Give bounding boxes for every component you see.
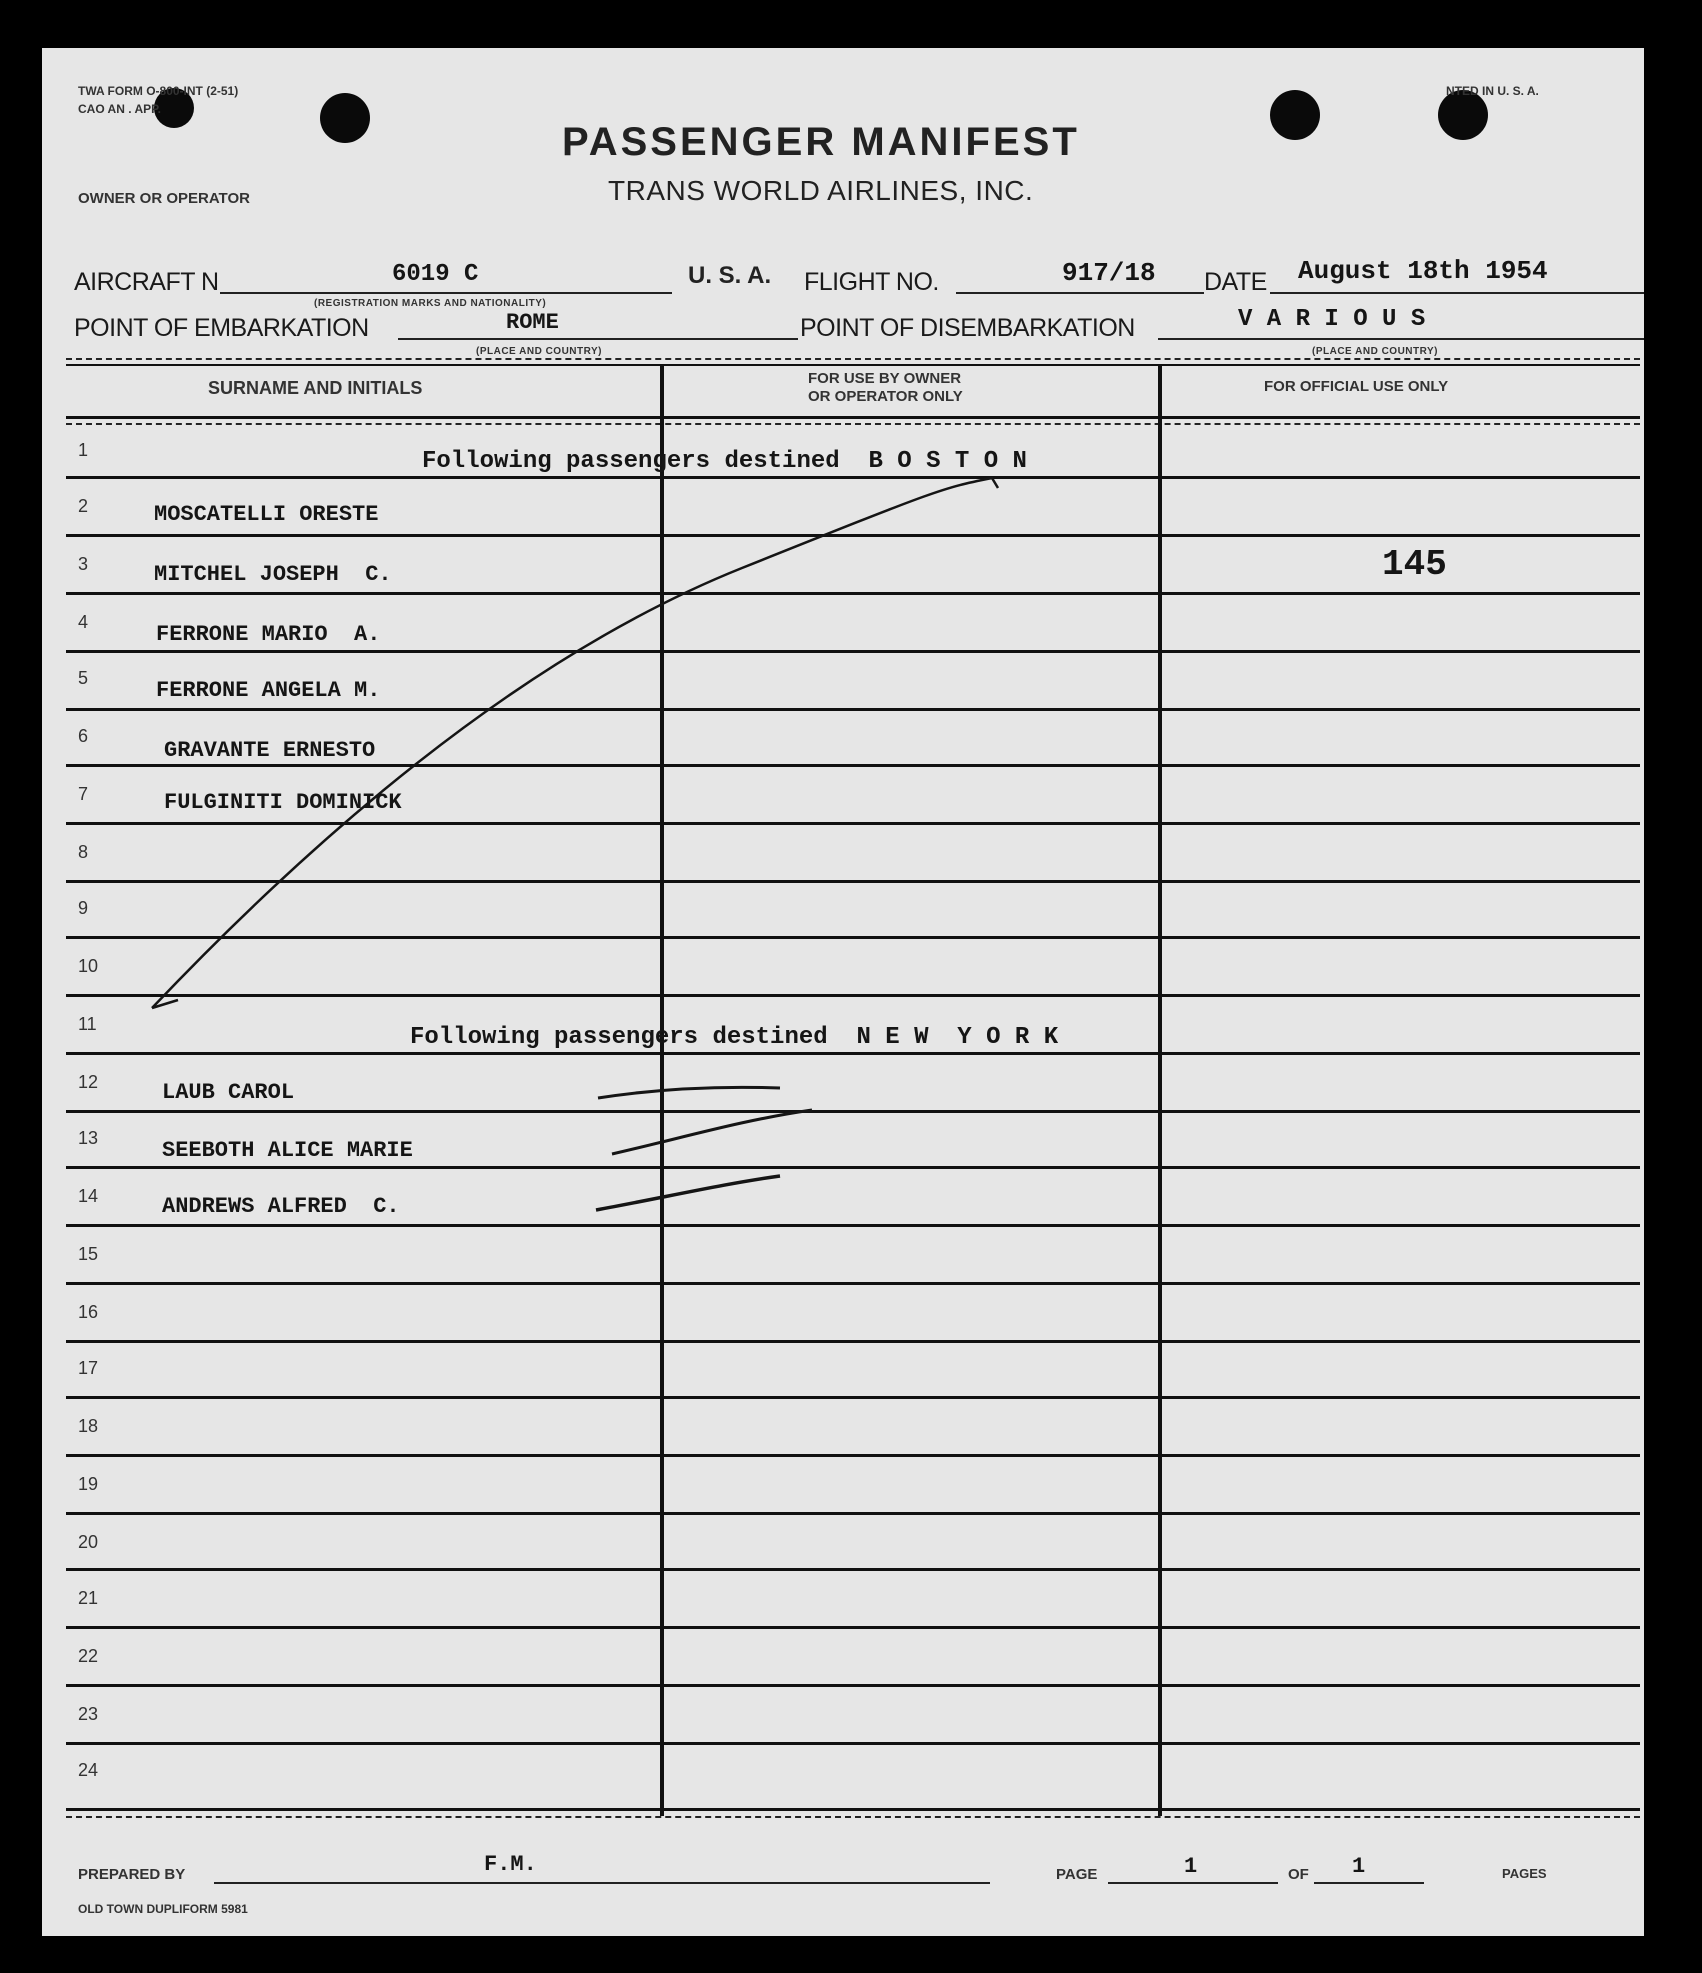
- manifest-paper: [42, 48, 1644, 1936]
- handwritten-marks: [42, 48, 1644, 1936]
- passenger-name: SEEBOTH ALICE MARIE: [162, 1138, 413, 1163]
- row-number: 6: [78, 726, 89, 746]
- of-underline: [1314, 1860, 1424, 1884]
- row-number: 10: [78, 956, 99, 976]
- row-number: 2: [78, 496, 89, 516]
- of-label: OF: [1288, 1866, 1309, 1883]
- page-label: PAGE: [1056, 1866, 1098, 1883]
- official-note: 145: [1382, 544, 1447, 585]
- passenger-name: FERRONE MARIO A.: [156, 622, 381, 647]
- row-number: 23: [78, 1704, 99, 1724]
- aircraft-label: AIRCRAFT N: [74, 268, 219, 296]
- row-number: 20: [78, 1532, 99, 1552]
- embarkation-caption: (PLACE AND COUNTRY): [476, 346, 602, 357]
- disembarkation-label: POINT OF DISEMBARKATION: [800, 314, 1135, 342]
- row-number: 1: [78, 440, 89, 460]
- passenger-name: MOSCATELLI ORESTE: [154, 502, 379, 527]
- of-value: 1: [1352, 1854, 1366, 1879]
- form-id-line1: TWA FORM O-800-INT (2-51): [78, 84, 239, 98]
- date-label: DATE: [1204, 268, 1267, 296]
- row-number: 15: [78, 1244, 99, 1264]
- pages-label: PAGES: [1502, 1866, 1547, 1881]
- column-header-owner-use-1: FOR USE BY OWNER: [808, 370, 962, 387]
- destination-heading-boston: Following passengers destined B O S T O N: [422, 448, 1027, 475]
- row-number: 7: [78, 784, 89, 804]
- row-number: 19: [78, 1474, 99, 1494]
- prepared-by-label: PREPARED BY: [78, 1866, 186, 1883]
- form-id-line2: CAO AN . APP.: [78, 102, 161, 116]
- embarkation-value: ROME: [506, 310, 559, 335]
- embarkation-label: POINT OF EMBARKATION: [74, 314, 369, 342]
- page-title: PASSENGER MANIFEST: [562, 120, 1080, 164]
- passenger-name: ANDREWS ALFRED C.: [162, 1194, 400, 1219]
- flight-label: FLIGHT NO.: [804, 268, 939, 296]
- row-number: 11: [78, 1014, 97, 1034]
- passenger-name: LAUB CAROL: [162, 1080, 295, 1105]
- row-number: 22: [78, 1646, 99, 1666]
- column-header-surname: SURNAME AND INITIALS: [208, 378, 423, 398]
- printer-imprint: OLD TOWN DUPLIFORM 5981: [78, 1902, 248, 1916]
- date-value: August 18th 1954: [1298, 256, 1548, 286]
- row-number: 12: [78, 1072, 99, 1092]
- column-header-owner-use-2: OR OPERATOR ONLY: [808, 388, 963, 405]
- disembarkation-caption: (PLACE AND COUNTRY): [1312, 346, 1438, 357]
- printed-in-usa: NTED IN U. S. A.: [1446, 84, 1539, 98]
- destination-heading-new-york: Following passengers destined N E W Y O R K: [410, 1024, 1059, 1051]
- row-number: 13: [78, 1128, 99, 1148]
- registration-caption: (REGISTRATION MARKS AND NATIONALITY): [314, 298, 547, 309]
- passenger-name: GRAVANTE ERNESTO: [164, 738, 376, 763]
- owner-label: OWNER OR OPERATOR: [78, 190, 250, 207]
- row-number: 8: [78, 842, 89, 862]
- column-header-official: FOR OFFICIAL USE ONLY: [1264, 378, 1449, 395]
- row-number: 21: [78, 1588, 99, 1608]
- usa-label: U. S. A.: [688, 262, 772, 289]
- row-number: 24: [78, 1760, 99, 1780]
- row-number: 9: [78, 898, 89, 918]
- prepared-by-underline: [214, 1860, 990, 1884]
- aircraft-value: 6019 C: [392, 261, 479, 288]
- passenger-name: MITCHEL JOSEPH C.: [154, 562, 392, 587]
- passenger-name: FULGINITI DOMINICK: [164, 790, 402, 815]
- row-number: 3: [78, 554, 89, 574]
- prepared-by-value: F.M.: [484, 1852, 537, 1877]
- row-number: 17: [78, 1358, 99, 1378]
- airline-name: TRANS WORLD AIRLINES, INC.: [608, 175, 1034, 206]
- row-number: 18: [78, 1416, 99, 1436]
- row-number: 14: [78, 1186, 99, 1206]
- flight-value: 917/18: [1062, 258, 1156, 288]
- page-value: 1: [1184, 1854, 1198, 1879]
- row-number: 16: [78, 1302, 99, 1322]
- disembarkation-value: V A R I O U S: [1238, 306, 1426, 333]
- row-number: 5: [78, 668, 89, 688]
- passenger-name: FERRONE ANGELA M.: [156, 678, 381, 703]
- row-number: 4: [78, 612, 89, 632]
